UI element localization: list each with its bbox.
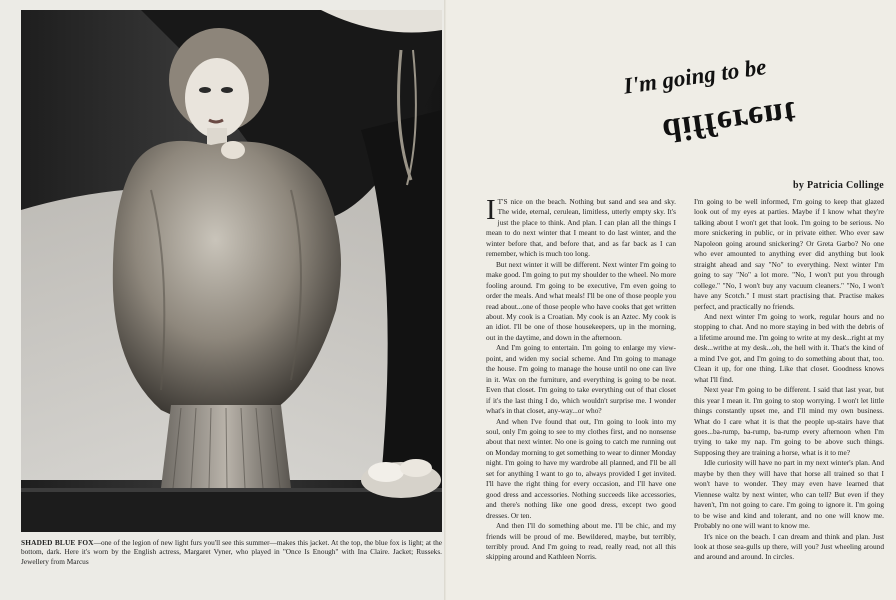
article-column-1 — [486, 194, 676, 563]
paragraph: And next winter I'm going to work, regular hours and no stopping to chat. And no more staying in bed with the debris of a lifetime around me. I'm going to write at my desk...right at my desk...writhe at my desk...oh, the hell with it. That's the kind of a mind I've got, and I'm going to do something about that, too. Clean it up, for one thing. Like that closet. Goodness knows what I'll find. — [694, 311, 884, 384]
paragraph: And then I'll do something about me. I'll be chic, and my friends will be proud of me. Bewildered, maybe, but terribly, terribly proud. And I'm going to read, really read, not all this skipping around and Kathleen Norris. — [486, 521, 676, 562]
paragraph: I T'S nice on the beach. Nothing but sand and sea and sky. The wide, eternal, cerulean, limitless, utterly empty sky. It's just the place to think. And plan. I can plan all the things I mean to do next winter that I meant to do last winter, and the winter before that, and before that, and as far back as I can remember, which is much too long. — [486, 194, 676, 259]
paragraph: I'm going to be well informed, I'm going to keep that glazed look out of my eyes at parties. Maybe if I know what they're talking about I won't get that look. I'm going to be serious. No more snickering in public, or in private either. Who ever saw Napoleon going around snickering? Or Greta Garbo? No one who ever amounted to anything ever did anything but look straight ahead and say "No" to everything. Next winter I'm going to say "No" a lot more. "No, I won't put you through college." "No, I won't buy any vacuum cleaners." "No, I won't have any Scotch." I must start practising that. Practise makes perfect, and practically no friends. — [694, 197, 884, 311]
left-page — [0, 0, 447, 600]
paragraph: Next year I'm going to be different. I said that last year, but this year I mean it. I'm going to stop worrying. I won't let little things constantly upset me, and I'll mind my own business. What do I care what it is that the people up-stairs have that goes...ba-rump, ba-rump, ba-rump every afternoon when I'm trying to take my nap. I'm going to be above such things. Supposing they are training a horse, what is it to me? — [694, 385, 884, 457]
paragraph: And when I've found that out, I'm going to look into my soul, only I'm going to see to my clothes first, and no nonsense about that next winter. No one is going to catch me running out on Monday morning to get something to wear to dinner Monday night. I'm going to have my wardrobe all planned, and I'll be all set for anything I want to go to, always provided I get invited. I'll have the right thing for every occasion, and I'll have one good dress and accessories. Nothing succeeds like accessories, and there's nothing like one good dress, except two good dresses. Or ten. — [486, 416, 676, 520]
photo-illustration — [21, 10, 442, 532]
drop-cap: I — [486, 194, 496, 226]
caption-lead: SHADED BLUE FOX — [21, 538, 94, 547]
paragraph: And I'm going to entertain. I'm going to enlarge my view-point, and widen my social scheme. And I'm going to manage the house. I'm going to manage the house until no one can live in it. Wax on the furniture, and everything is going to be neat. Even that closet. I'm going to take everything out of that closet if it's the last thing I do, which wouldn't surprise me. I wonder what's in that closet, any-way...or who? — [486, 343, 676, 416]
article-column-2 — [694, 197, 884, 563]
paragraph: But next winter it will be different. Next winter I'm going to make good. I'm going to put my shoulder to the wheel. No more fooling around. I'm going to be executive, I'm even going to order the meals. And what meals! I'll be one of those people you read about...one of those people who have cooks that get written about. My cook is a Croatian. My cook is an Aztec. My cook is an idiot. I'll be one of those housekeepers, up in the morning, out in the daytime, and down in the afternoon. — [486, 259, 676, 342]
title-line-1: I'm going to be — [622, 53, 768, 99]
article-title — [620, 53, 800, 150]
caption-text: —one of the legion of new light furs you'll see this summer—makes this jacket. At the top, the blue fox is light; at the bottom, dark. Here it's worn by the English actress, Margaret Vyner, who played in "Once Is Enough" with Ina Claire. Jacket; Russeks. Jewellery from Marcus — [21, 538, 442, 566]
photo-caption — [21, 538, 442, 566]
paragraph: Idle curiosity will have no part in my next winter's plan. And maybe by then they will have that horse all trained so that I won't have to wonder. They may even have learned that Viennese waltz by next winter, who can tell? But even if they haven't, I'm not going to care. I'm going to ignore it. I'm going to be wise and kind and tolerant, and no one will know me. Probably no one will want to know me. — [694, 458, 884, 531]
fashion-photograph — [21, 10, 442, 532]
byline: by Patricia Collinge — [793, 180, 884, 191]
title-line-2: different — [660, 93, 799, 150]
paragraph: It's nice on the beach. I can dream and think and plan. Just look at those sea-gulls up there, will you? Just wheeling around and around and around. In circles. — [694, 531, 884, 562]
